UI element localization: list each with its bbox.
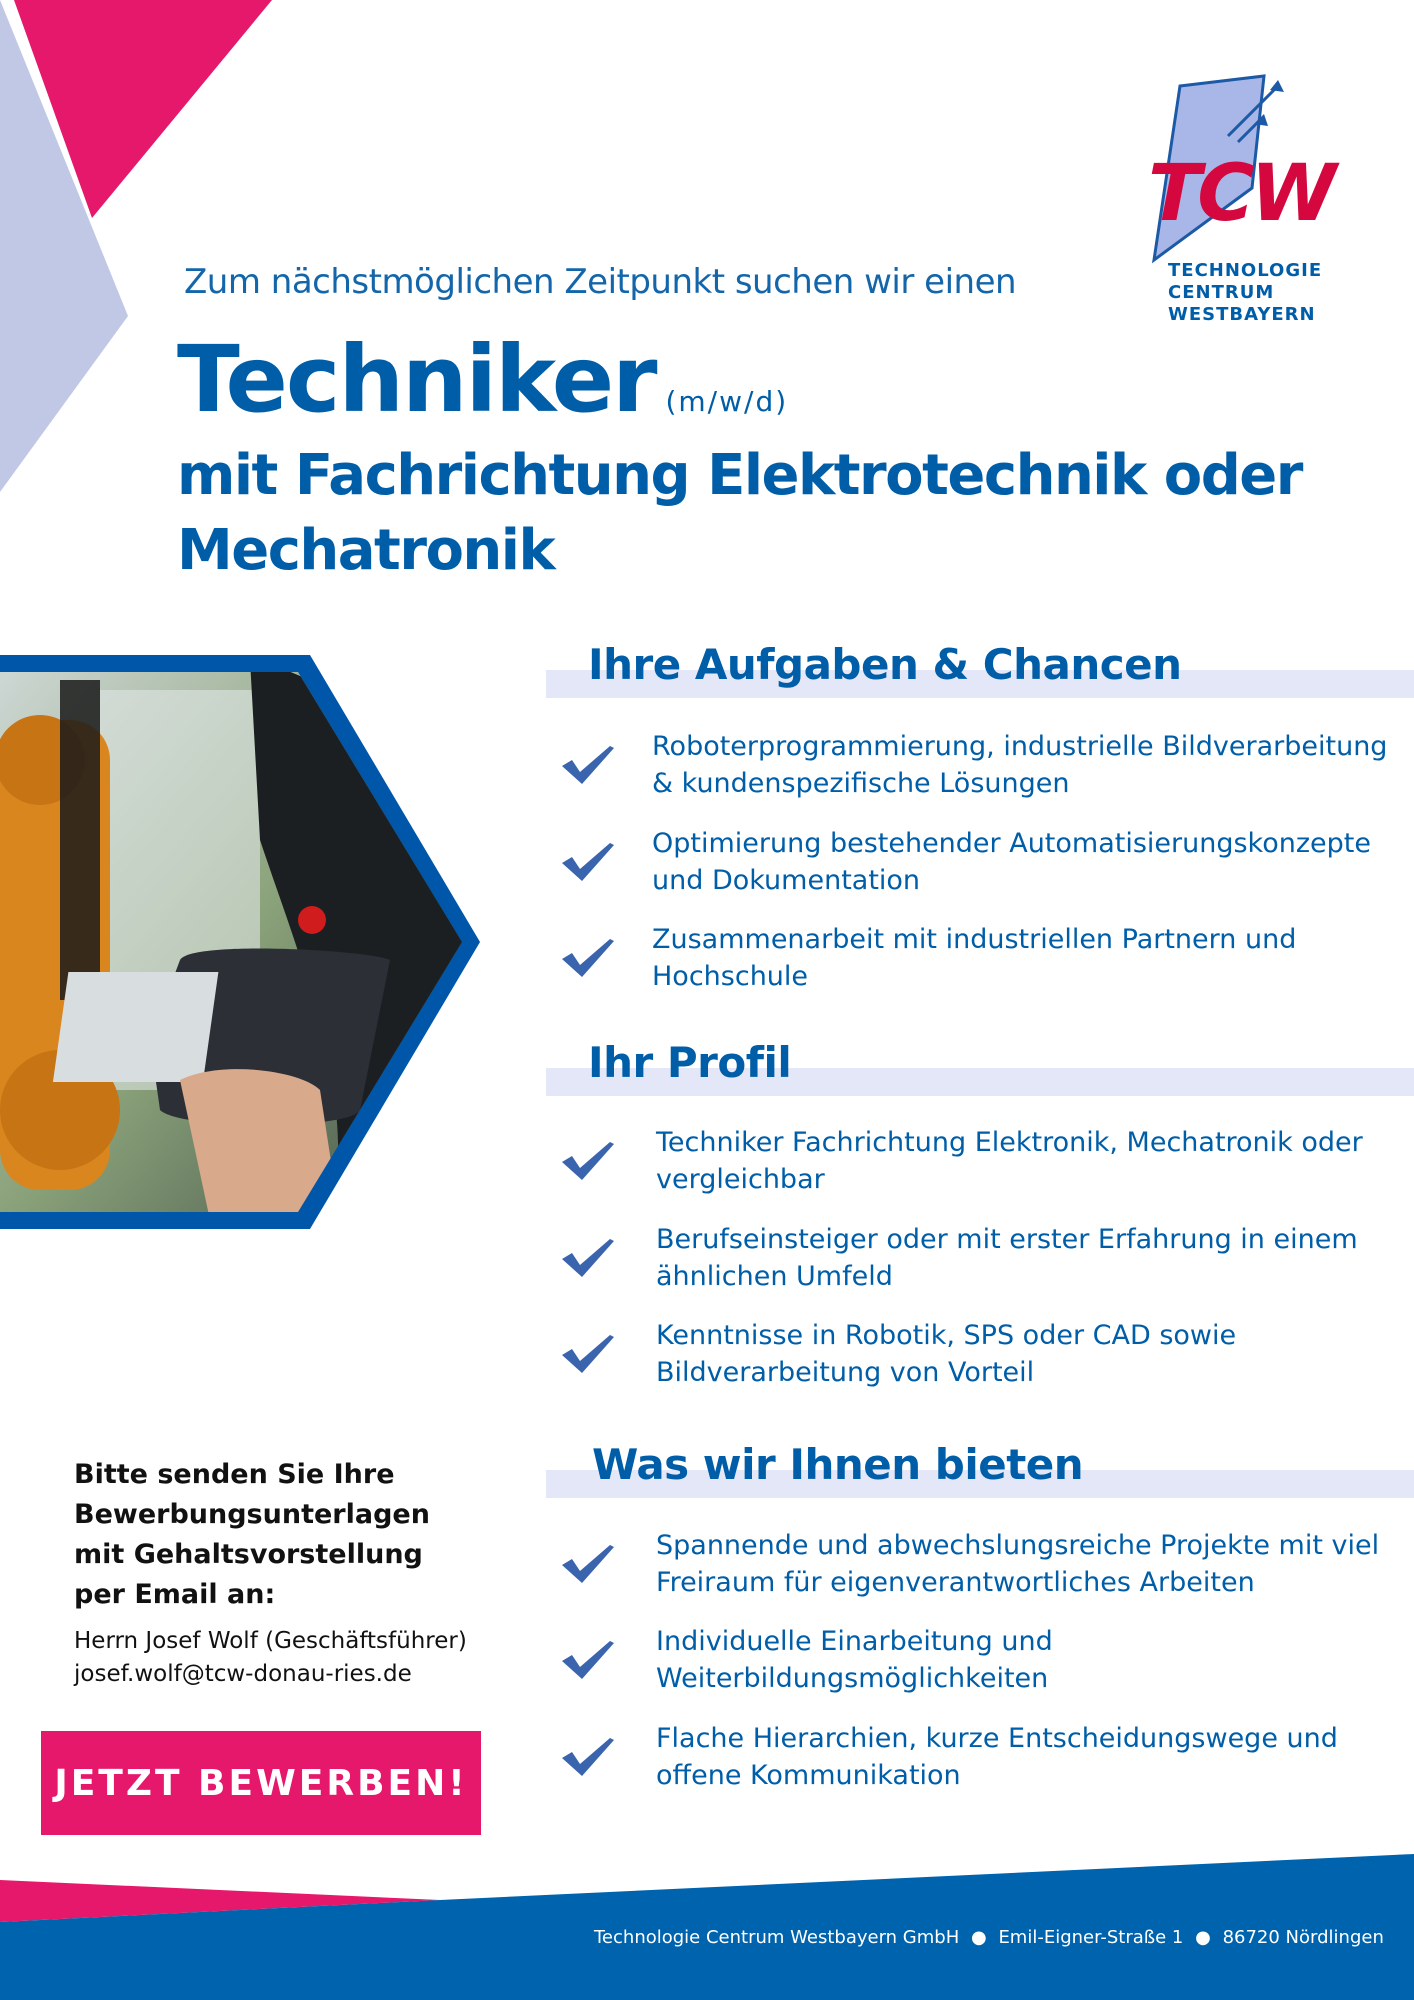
job-title: Techniker <box>177 326 656 433</box>
checkmark-icon <box>560 1138 616 1182</box>
checkmark-icon <box>560 1235 616 1279</box>
section-benefits-title: Was wir Ihnen bieten <box>592 1440 1084 1489</box>
logo-line-3: WESTBAYERN <box>1168 304 1316 325</box>
apply-now-button[interactable]: JETZT BEWERBEN! <box>41 1731 481 1835</box>
footer-band <box>0 1850 1414 2000</box>
robot-photo <box>0 0 520 1260</box>
checkmark-icon <box>560 935 616 979</box>
checkmark-icon <box>560 1637 616 1681</box>
checkmark-icon <box>560 742 616 786</box>
logo-line-1: TECHNOLOGIE <box>1168 260 1323 281</box>
svg-text:TCW: TCW <box>1148 149 1333 239</box>
footer-address <box>594 1927 1384 1948</box>
checkmark-icon <box>560 1331 616 1375</box>
contact-email[interactable]: josef.wolf@tcw-donau-ries.de <box>74 1661 412 1687</box>
tcw-logo <box>1140 70 1340 330</box>
footer-separator: ● <box>1195 1927 1211 1948</box>
contact-block <box>74 1625 494 1691</box>
job-subtitle: mit Fachrichtung Elektrotechnik oder Mechatronik <box>177 443 1302 583</box>
checkmark-icon <box>560 1541 616 1585</box>
checkmark-icon <box>560 839 616 883</box>
checkmark-icon <box>560 1734 616 1778</box>
footer-city: 86720 Nördlingen <box>1222 1927 1384 1948</box>
footer-separator: ● <box>970 1927 987 1948</box>
section-profile-title: Ihr Profil <box>588 1038 792 1087</box>
application-instruction: Bitte senden Sie Ihre Bewerbungsunterlagen mit Gehaltsvorstellung per Email an: <box>74 1459 430 1610</box>
tcw-logo-mark-icon <box>1140 70 1340 270</box>
intro-text: Zum nächstmöglichen Zeitpunkt suchen wir einen <box>184 262 1017 302</box>
gender-tag: (m/w/d) <box>665 385 789 418</box>
footer-street: Emil-Eigner-Straße 1 <box>998 1927 1184 1948</box>
logo-line-2: CENTRUM <box>1168 282 1275 303</box>
footer-company: Technologie Centrum Westbayern GmbH <box>594 1927 960 1948</box>
section-tasks-title: Ihre Aufgaben & Chancen <box>588 640 1182 689</box>
contact-name: Herrn Josef Wolf (Geschäftsführer) <box>74 1628 467 1654</box>
